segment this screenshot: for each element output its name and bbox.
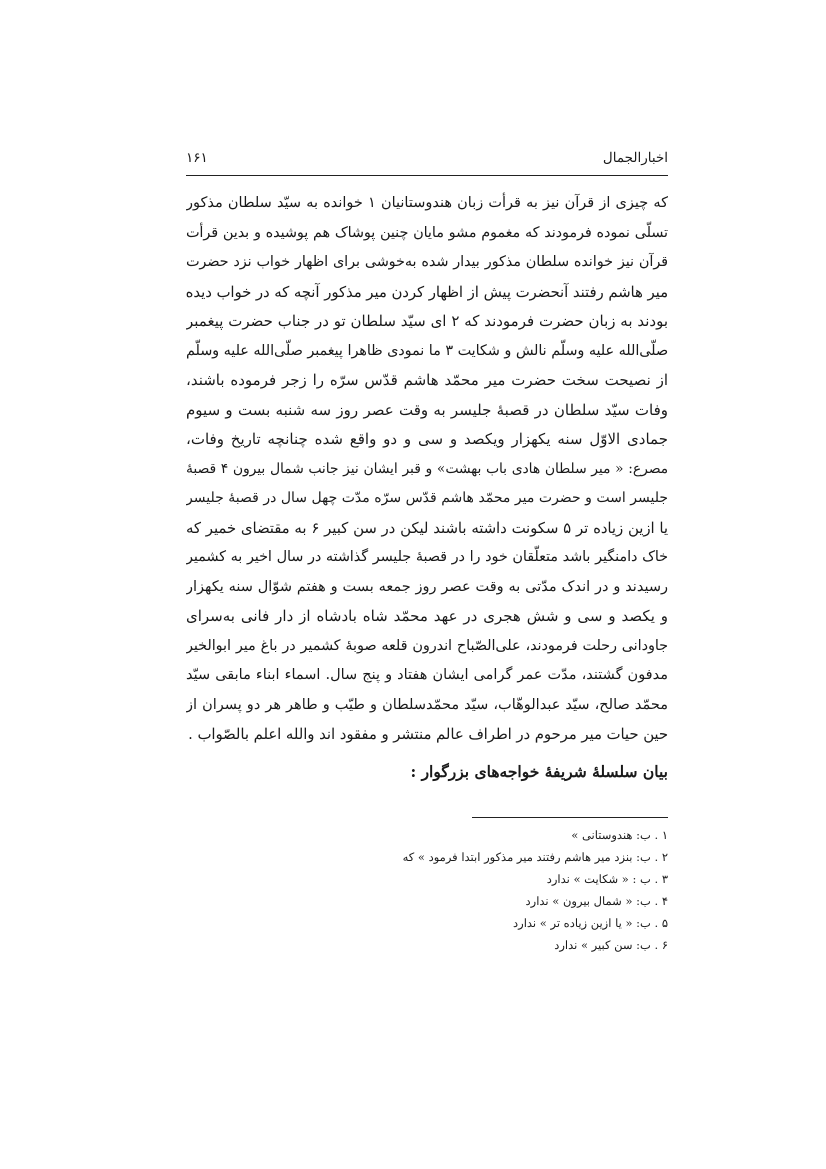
text-line: قرآن نیز خوانده سلطان مذکور بیدار شده به‌خوشی برای اظهار خواب نزد حضرت <box>186 254 668 270</box>
running-header <box>186 150 668 174</box>
text-line: محمّد صالح، سیّد عبدالوهّاب، سیّد محمّدسلطان و طیّب و طاهر هر دو پسران از <box>186 696 668 713</box>
text-line: و یکصد و سی و شش هجری در عهد محمّد شاه بادشاه از دار فانی به‌سرای <box>186 607 668 625</box>
text-line: تسلّی نموده فرمودند که مغموم مشو مایان چنین پوشاک هم پوشیده و بدین قرأت <box>186 224 668 241</box>
text-line: صلّی‌الله علیه وسلّم نالش و شکایت ۳ ما نمودی ظاهرا پیغمبر صلّی‌الله علیه وسلّم <box>186 342 668 359</box>
body-paragraph <box>186 189 668 750</box>
text-line: یا ازین زیاده تر ۵ سکونت داشته باشند لیکن در سن کبیر ۶ به مقتضای خمیر که <box>186 519 668 537</box>
text-line: جلیسر است و حضرت میر محمّد هاشم قدّس سرّه مدّت چهل سال در قصبهٔ جلیسر <box>186 490 668 506</box>
text-line: خاک دامنگیر باشد متعلّقان خود را در قصبهٔ جلیسر گذاشته در سال اخیر به کشمیر <box>186 549 668 565</box>
footnote: ۵ . ب: « یا ازین زیاده تر » ندارد <box>513 916 668 930</box>
footnote: ۶ . ب: سن کبیر » ندارد <box>554 938 668 952</box>
footnotes <box>186 824 668 956</box>
text-line: که چیزی از قرآن نیز به قرأت زبان هندوستانیان ۱ خوانده به سیّد سلطان مذکور <box>186 195 668 211</box>
footnote: ۴ . ب: « شمال بیرون » ندارد <box>525 894 668 908</box>
section-heading: بیان سلسلهٔ شریفهٔ خواجه‌های بزرگوار : <box>410 762 668 781</box>
footnote: ۱ . ب: هندوستانی » <box>571 828 668 842</box>
text-line: بودند به زبان حضرت فرمودند که ۲ ای سیّد سلطان تو در جناب حضرت پیغمبر <box>186 312 668 330</box>
text-line: جاودانی رحلت فرمودند، علی‌الصّباح اندرون قلعه صوبهٔ کشمیر در باغ میر ابوالخیر <box>186 637 668 654</box>
page-number: ۱۶۱ <box>186 150 208 166</box>
text-line: میر هاشم رفتند آنحضرت پیش از اظهار کردن میر مذکور آنچه که در خواب دیده <box>186 283 668 301</box>
document-page <box>186 0 668 1169</box>
text-line: وفات سیّد سلطان در قصبهٔ جلیسر به وقت عصر روز سه شنبه بست و سیوم <box>186 400 668 419</box>
book-title: اخبارالجمال <box>602 150 668 166</box>
text-line: از نصیحت سخت حضرت میر محمّد هاشم قدّس سرّه را زجر فرموده باشند، <box>186 371 668 389</box>
text-line: مصرع: « میر سلطان هادی باب بهشت» و قبر ایشان نیز جانب شمال بیرون ۴ قصبهٔ <box>186 460 668 477</box>
footnote-rule <box>472 817 668 818</box>
footnote: ۲ . ب: بنزد میر هاشم رفتند میر مذکور ابتدا فرمود » که <box>402 850 668 864</box>
text-line: مدفون گشتند، مدّت عمر گرامی ایشان هفتاد و پنج سال. اسماء ابناء مابقی سیّد <box>186 667 668 683</box>
text-line: جمادی الاوّل سنه یکهزار ویکصد و سی و دو واقع شده چنانچه تاریخ وفات، <box>186 430 668 448</box>
text-line: رسیدند و در اندک مدّتی به وقت عصر روز جمعه بست و هفتم شوّال سنه یکهزار <box>186 578 668 595</box>
text-line: حین حیات میر مرحوم در اطراف عالم منتشر و مفقود اند والله اعلم بالصّواب . <box>188 726 668 743</box>
footnote: ۳ . ب : « شکایت » ندارد <box>546 872 668 886</box>
header-rule <box>186 175 668 176</box>
